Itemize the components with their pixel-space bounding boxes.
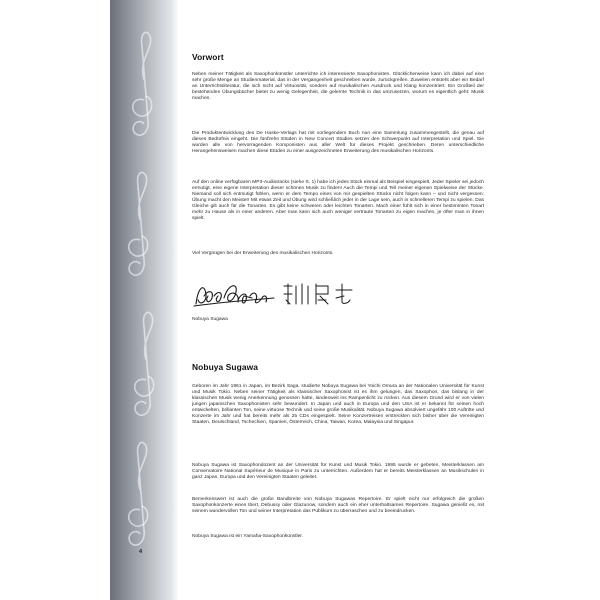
biography-paragraph: Geboren im Jahr 1961 in Japan, im Bezirk Saga, studierte Nobuya Sugawa bei Yoichi Omura an der Nationalen Universität für Kunst und Musik Tokio. Neben seiner Tätigkeit als klassischer Saxophonist ist es ihm gelungen, das Saxophon, das bislang in der klassischen Musik wenig Anerkennung genossen hatte, landesweit ins Rampenlicht zu rücken. Aus diesem Grund wird er von vielen jungen japanischen Saxophonisten sehr bewundert. In Japan und auch in Europa und den USA ist er bekannt für seinen hoch entwickelten, brillanten Ton, seine virtuose Technik und seine große Musikalität. Nobuya Sugawa absolviert ungefähr 100 Auftritte und Konzerte im Jahr und hat bereits mehr als 25 CDs eingespielt. Seine Konzertreisen erstreckten sich bisher über die Vereinigten Staaten, Deutschland, Tschechien, Spanien, Österreich, China, Taiwan, Korea, Malaysia und Singapur. — [192, 384, 484, 425]
vorwort-heading: Vorwort — [192, 52, 224, 62]
vorwort-paragraph: Neben meiner Tätigkeit als Saxophonkünstler unterrichte ich interessierte Saxophonisten. Glücklicherweise kann ich dabei auf eine sehr große Menge an Studienmaterial, das in der Vergangenheit geschrieben wurde, zurückgreifen. Zuweilen entsteht aber ein Bedarf an Unterrichtsliteratur, die sich nicht auf Virtuosität, sondern auf musikalischen Ausdruck und Klang konzentriert. Ein Großteil der bestehenden Übungsbücher bietet zu wenig Gelegenheit, die gelernte Technik in das umzusetzen, worum es eigentlich geht: Musik machen. — [192, 72, 484, 101]
page-number: 4 — [139, 549, 143, 555]
vorwort-paragraph: Die Produktentwicklung des De Haske-Verlags hat mit vorliegendem Buch nun eine Sammlung zusammengestellt, die genau auf dieses Bedürfnis eingeht. Die fünfzehn Etüden in New Concert Studies setzen den Schwerpunkt auf Interpretation und Spiel. Sie wurden alle von hervorragenden Komponisten aus aller Welt für dieses Projekt geschrieben. Deren unterschiedliche Herangehensweisen machen diese Etüden zu einer ausgezeichneten Erweiterung des musikalischen Horizonts. — [192, 131, 484, 154]
treble-clef-icon — [133, 32, 151, 135]
treble-clef-icon — [129, 442, 147, 545]
biography-heading: Nobuya Sugawa — [192, 362, 258, 372]
handwritten-signature — [192, 274, 372, 314]
biography-paragraph: Bemerkenswert ist auch die große Bandbreite von Nobuya Sugawas Repertoire. Er spielt nicht nur erfolgreich die großen Saxophonkonzerte eines Ibert, Debussy oder Glazunow, sondern auch ein eher unterhaltsames Repertoire. Sugawa genießt es, mit seinem wundervollen Ton und seiner Interpretation das Publikum zu überraschen und zu beeindrucken. — [192, 497, 484, 514]
biography-paragraph: Nobuya Sugawa ist ein Yamaha-Saxophonkünstler. — [192, 534, 304, 539]
signature-name: Nobuya Sugawa — [192, 317, 228, 322]
vorwort-closing: Viel Vergnügen bei der Erweiterung des musikalischen Horizonts. — [192, 251, 334, 256]
biography-paragraph: Nobuya Sugawa ist Saxophondozent an der Universität für Kunst und Musik Tokio. 1995 wurde er gebeten, Meisterklassen am Conservatoire National Supérieur de Musique in Paris zu unterrichten. Außerdem hat er bereits Meisterklassen an Musikschulen in ganz Japan, Europa und den Vereinigten Staaten geleitet. — [192, 463, 484, 480]
vorwort-paragraph: Auf den online verfügbaren MP3-Audiotracks (siehe S. 1) habe ich jedes Stück einmal als Beispiel eingespielt. Jeder Spieler sei jedoch ermutigt, eine eigene Interpretation dieser schönen Musik zu finden! Auch die Tempi und Teil meiner eigenen Spielweise der Stücke. Niemand soll sich entmutigt fühlen, wenn er dem Tempo eines von mir gespielten Stücks nicht folgen kann – und nicht vergessen: Übung macht den Meister! Mit etwas Zeit und Übung wird schließlich jeder in der Lage sein, auch in schnelleren Tempi zu spielen. Das Gleiche gilt auch für die Tonarten. Es gibt keine schweren oder leichten Tonarten. Mach einer fühlt sich in einer bestimmten Tonart mehr zu Hause als in einer anderen. Aber man kann sich auch weniger vertraute Tonarten zu eigen machen, je öfter man in ihnen spielt. — [192, 180, 484, 221]
treble-clef-icon — [135, 312, 153, 415]
band-fade-edge — [172, 0, 180, 600]
treble-clef-decorations — [110, 0, 178, 600]
treble-clef-icon — [129, 172, 147, 275]
